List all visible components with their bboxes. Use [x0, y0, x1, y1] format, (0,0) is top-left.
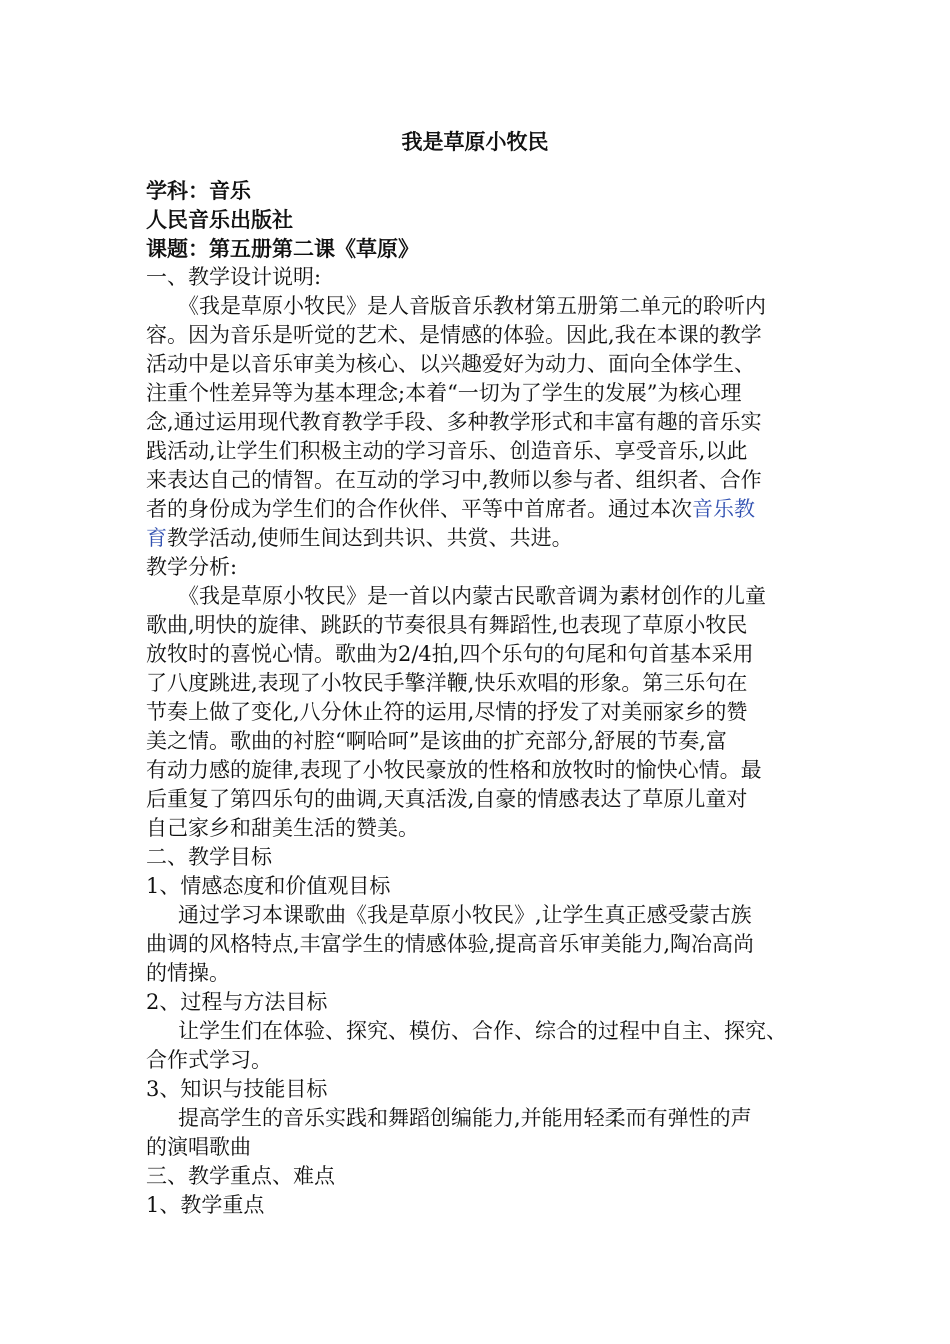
paragraph-line: 歌曲,明快的旋律、跳跃的节奏很具有舞蹈性,也表现了草原小牧民	[146, 613, 748, 637]
section-heading-analysis: 教学分析:	[146, 555, 238, 579]
lesson-topic-line: 课题：第五册第二课《草原》	[146, 236, 419, 261]
subheading-emotion-goal: 1、情感态度和价值观目标	[146, 874, 391, 898]
paragraph-line: 来表达自己的情智。在互动的学习中,教师以参与者、组织者、合作	[146, 468, 762, 492]
paragraph-line: 让学生们在体验、探究、模仿、合作、综合的过程中自主、探究、	[178, 1019, 787, 1043]
paragraph-line: 通过学习本课歌曲《我是草原小牧民》,让学生真正感受蒙古族	[178, 903, 752, 927]
document-title: 我是草原小牧民	[401, 129, 549, 154]
subject-line: 学科：音乐	[146, 178, 251, 203]
paragraph-line	[146, 495, 826, 524]
publisher-line: 人民音乐出版社	[146, 207, 293, 232]
paragraph-line: 活动中是以音乐审美为核心、以兴趣爱好为动力、面向全体学生、	[146, 352, 755, 376]
paragraph-line: 了八度跳进,表现了小牧民手擎洋鞭,快乐欢唱的形象。第三乐句在	[146, 671, 748, 695]
paragraph-line: 美之情。歌曲的衬腔“啊哈呵”是该曲的扩充部分,舒展的节奏,富	[146, 729, 727, 753]
music-education-link[interactable]: 音乐教	[692, 497, 755, 521]
subheading-process-goal: 2、过程与方法目标	[146, 990, 328, 1014]
paragraph-line: 曲调的风格特点,丰富学生的情感体验,提高音乐审美能力,陶冶高尚	[146, 932, 755, 956]
subheading-key-point: 1、教学重点	[146, 1193, 265, 1217]
paragraph-line: 节奏上做了变化,八分休止符的运用,尽情的抒发了对美丽家乡的赞	[146, 700, 748, 724]
paragraph-text: 者的身份成为学生们的合作伙伴、平等中首席者。通过本次	[146, 497, 692, 521]
music-education-link-continued[interactable]: 育	[146, 526, 167, 550]
paragraph-line: 念,通过运用现代教育教学手段、多种教学形式和丰富有趣的音乐实	[146, 410, 762, 434]
subheading-skill-goal: 3、知识与技能目标	[146, 1077, 328, 1101]
section-heading-design: 一、教学设计说明:	[146, 265, 322, 289]
paragraph-line: 自己家乡和甜美生活的赞美。	[146, 816, 419, 840]
paragraph-line: 容。因为音乐是听觉的艺术、是情感的体验。因此,我在本课的教学	[146, 323, 762, 347]
document-body	[146, 176, 826, 1220]
paragraph-line: 《我是草原小牧民》是人音版音乐教材第五册第二单元的聆听内	[178, 294, 766, 318]
paragraph-text: 教学活动,使师生间达到共识、共赏、共进。	[167, 526, 573, 550]
paragraph-line: 合作式学习。	[146, 1048, 272, 1072]
paragraph-line: 的情操。	[146, 961, 230, 985]
paragraph-line: 有动力感的旋律,表现了小牧民豪放的性格和放牧时的愉快心情。最	[146, 758, 762, 782]
paragraph-line: 后重复了第四乐句的曲调,天真活泼,自豪的情感表达了草原儿童对	[146, 787, 748, 811]
paragraph-line: 注重个性差异等为基本理念;本着“一切为了学生的发展”为核心理	[146, 381, 742, 405]
paragraph-line: 放牧时的喜悦心情。歌曲为2/4拍,四个乐句的句尾和句首基本采用	[146, 642, 754, 666]
section-heading-key-points: 三、教学重点、难点	[146, 1164, 335, 1188]
paragraph-line: 践活动,让学生们积极主动的学习音乐、创造音乐、享受音乐,以此	[146, 439, 748, 463]
paragraph-line: 提高学生的音乐实践和舞蹈创编能力,并能用轻柔而有弹性的声	[178, 1106, 752, 1130]
paragraph-line: 《我是草原小牧民》是一首以内蒙古民歌音调为素材创作的儿童	[178, 584, 766, 608]
paragraph-line: 的演唱歌曲	[146, 1135, 251, 1159]
section-heading-goals: 二、教学目标	[146, 845, 272, 869]
paragraph-line	[146, 524, 826, 553]
